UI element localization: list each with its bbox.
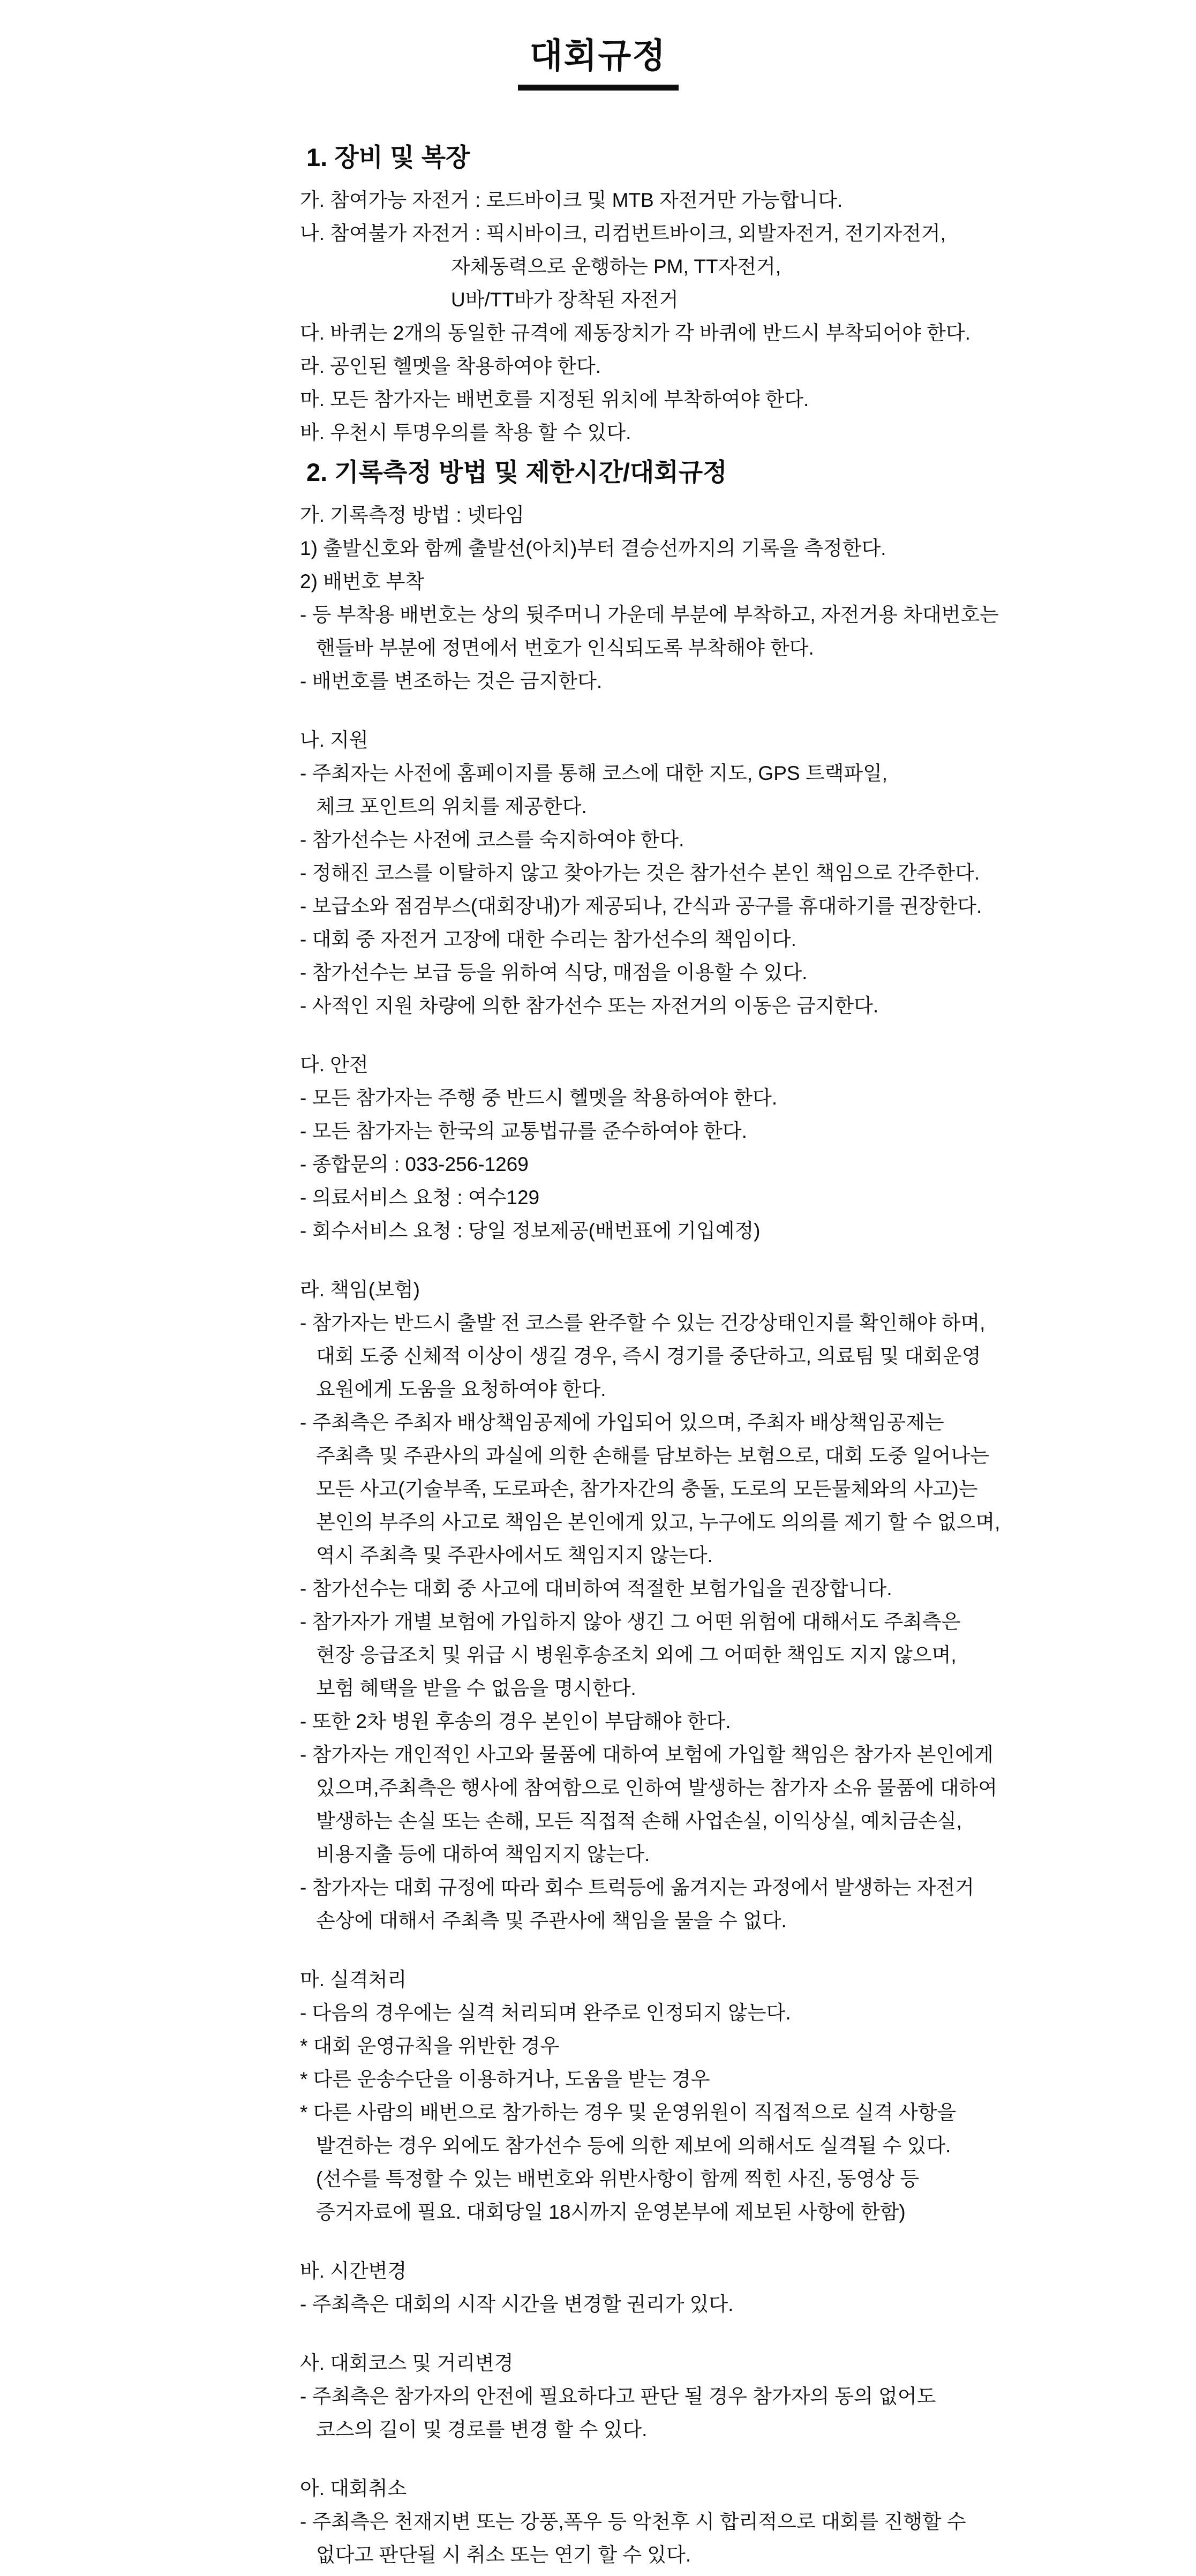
text-line: 라. 책임(보험) (300, 1279, 420, 1301)
text-line: * 다른 사람의 배번으로 참가하는 경우 및 운영위원이 직접적으로 실격 사항을 (300, 2101, 957, 2123)
text-line: 가. 참여가능 자전거 : 로드바이크 및 MTB 자전거만 가능합니다. (300, 189, 843, 211)
text-line: 현장 응급조치 및 위급 시 병원후송조치 외에 그 어떠한 책임도 지지 않으며, (316, 1644, 957, 1666)
text-line: 역시 주최측 및 주관사에서도 책임지지 않는다. (316, 1544, 713, 1566)
text-line: - 종합문의 : 033-256-1269 (300, 1153, 529, 1175)
text-line: - 배번호를 변조하는 것은 금지한다. (300, 670, 603, 692)
section-heading: 1. 장비 및 복장 (306, 143, 470, 171)
text-line: 바. 시간변경 (300, 2260, 407, 2282)
text-line: - 회수서비스 요청 : 당일 정보제공(배번표에 기입예정) (300, 1220, 761, 1242)
text-line: - 주최측은 대회의 시작 시간을 변경할 권리가 있다. (300, 2293, 734, 2315)
rule-group (0, 2255, 1196, 2321)
text-line: 1) 출발신호와 함께 출발선(아치)부터 결승선까지의 기록을 측정한다. (300, 537, 886, 559)
section (0, 453, 1196, 2572)
page-title: 대회규정 (529, 36, 667, 75)
text-line: 주최측 및 주관사의 과실에 의한 손해를 담보하는 보험으로, 대회 도중 일어나는 (316, 1445, 989, 1467)
rule-group (0, 724, 1196, 1023)
rule-group (0, 499, 1196, 698)
text-line: U바/TT바가 장착된 자전거 (451, 289, 679, 311)
text-line: 사. 대회코스 및 거리변경 (300, 2352, 514, 2374)
text-line: 핸들바 부분에 정면에서 번호가 인식되도록 부착해야 한다. (316, 637, 814, 659)
rule-group (0, 2347, 1196, 2446)
text-line: - 참가자는 반드시 출발 전 코스를 완주할 수 있는 건강상태인지를 확인해야 하며, (300, 1312, 986, 1334)
text-line: 마. 모든 참가자는 배번호를 지정된 위치에 부착하여야 한다. (300, 388, 809, 410)
text-line: - 보급소와 점검부스(대회장내)가 제공되나, 간식과 공구를 휴대하기를 권장한다. (300, 895, 982, 917)
text-line: - 참가자가 개별 보험에 가입하지 않아 생긴 그 어떤 위험에 대해서도 주최측은 (300, 1611, 961, 1633)
text-line: 2) 배번호 부착 (300, 570, 425, 592)
text-line: 마. 실격처리 (300, 1969, 407, 1991)
text-line: 발견하는 경우 외에도 참가선수 등에 의한 제보에 의해서도 실격될 수 있다. (316, 2135, 951, 2157)
section (0, 138, 1196, 449)
text-line: 나. 참여불가 자전거 : 픽시바이크, 리컴번트바이크, 외발자전거, 전기자전거, (300, 222, 946, 244)
text-line: - 모든 참가자는 한국의 교통법규를 준수하여야 한다. (300, 1120, 747, 1142)
text-line: 바. 우천시 투명우의를 착용 할 수 있다. (300, 422, 631, 444)
text-line: 아. 대회취소 (300, 2477, 407, 2499)
text-line: - 모든 참가자는 주행 중 반드시 헬멧을 착용하여야 한다. (300, 1087, 778, 1109)
text-line: 증거자료에 필요. 대회당일 18시까지 운영본부에 제보된 사항에 한함) (316, 2201, 906, 2223)
text-line: * 다른 운송수단을 이용하거나, 도움을 받는 경우 (300, 2068, 710, 2090)
text-line: - 다음의 경우에는 실격 처리되며 완주로 인정되지 않는다. (300, 2002, 791, 2024)
text-line: 나. 지원 (300, 729, 368, 751)
text-line: - 주최측은 천재지변 또는 강풍,폭우 등 악천후 시 합리적으로 대회를 진행할 수 (300, 2511, 966, 2533)
text-line: - 사적인 지원 차량에 의한 참가선수 또는 자전거의 이동은 금지한다. (300, 995, 879, 1017)
text-line: 비용지출 등에 대하여 책임지지 않는다. (316, 1843, 650, 1865)
text-line: 발생하는 손실 또는 손해, 모든 직접적 손해 사업손실, 이익상실, 예치금손실, (316, 1810, 962, 1832)
rule-group (0, 1963, 1196, 2229)
text-line: (선수를 특정할 수 있는 배번호와 위반사항이 함께 찍힌 사진, 동영상 등 (316, 2168, 920, 2190)
text-line: - 또한 2차 병원 후송의 경우 본인이 부담해야 한다. (300, 1710, 731, 1732)
text-line: - 참가선수는 사전에 코스를 숙지하여야 한다. (300, 829, 684, 851)
text-line: - 등 부착용 배번호는 상의 뒷주머니 가운데 부분에 부착하고, 자전거용 차대번호는 (300, 604, 999, 626)
text-line: 체크 포인트의 위치를 제공한다. (316, 795, 587, 817)
rule-group (0, 1048, 1196, 1248)
text-line: 다. 안전 (300, 1054, 368, 1076)
text-line: - 참가선수는 대회 중 사고에 대비하여 적절한 보험가입을 권장합니다. (300, 1578, 892, 1599)
text-line: 라. 공인된 헬멧을 착용하여야 한다. (300, 355, 601, 377)
text-line: - 참가자는 개인적인 사고와 물품에 대하여 보험에 가입할 책임은 참가자 본인에게 (300, 1744, 994, 1766)
text-line: 대회 도중 신체적 이상이 생길 경우, 즉시 경기를 중단하고, 의료팀 및 대회운영 (316, 1345, 981, 1367)
text-line: - 의료서비스 요청 : 여수129 (300, 1186, 540, 1208)
text-line: 있으며,주최측은 행사에 참여함으로 인하여 발생하는 참가자 소유 물품에 대하여 (316, 1777, 998, 1799)
text-line: 없다고 판단될 시 취소 또는 연기 할 수 있다. (316, 2544, 691, 2566)
text-line: 본인의 부주의 사고로 책임은 본인에게 있고, 누구에도 의의를 제기 할 수 없으며, (316, 1511, 1001, 1533)
text-line: 가. 기록측정 방법 : 넷타임 (300, 504, 525, 526)
text-line: - 주최측은 주최자 배상책임공제에 가입되어 있으며, 주최자 배상책임공제는 (300, 1411, 944, 1433)
text-line: - 대회 중 자전거 고장에 대한 수리는 참가선수의 책임이다. (300, 928, 796, 950)
text-line: - 참가자는 대회 규정에 따라 회수 트럭등에 옮겨지는 과정에서 발생하는 자전거 (300, 1876, 974, 1898)
text-line: 모든 사고(기술부족, 도로파손, 참가자간의 충돌, 도로의 모든물체와의 사고)는 (316, 1478, 978, 1500)
text-line: - 참가선수는 보급 등을 위하여 식당, 매점을 이용할 수 있다. (300, 962, 808, 983)
text-line: - 주최측은 참가자의 안전에 필요하다고 판단 될 경우 참가자의 동의 없어도 (300, 2385, 936, 2407)
text-line: 손상에 대해서 주최측 및 주관사에 책임을 물을 수 없다. (316, 1910, 787, 1932)
text-line: 다. 바퀴는 2개의 동일한 규격에 제동장치가 각 바퀴에 반드시 부착되어야 한다. (300, 322, 971, 344)
text-line: 요원에게 도움을 요청하여야 한다. (316, 1378, 606, 1400)
text-line: 자체동력으로 운행하는 PM, TT자전거, (451, 256, 781, 277)
text-line: 코스의 길이 및 경로를 변경 할 수 있다. (316, 2419, 648, 2440)
text-line: 보험 혜택을 받을 수 없음을 명시한다. (316, 1677, 636, 1699)
title-underline (518, 85, 679, 91)
document-body (0, 138, 1196, 2572)
text-line: - 정해진 코스를 이탈하지 않고 찾아가는 것은 참가선수 본인 책임으로 간주한다. (300, 862, 980, 884)
rule-group (0, 2472, 1196, 2572)
text-line: - 주최자는 사전에 홈페이지를 통해 코스에 대한 지도, GPS 트랙파일, (300, 762, 888, 784)
rule-group (0, 184, 1196, 449)
rule-group (0, 1273, 1196, 1937)
section-heading: 2. 기록측정 방법 및 제한시간/대회규정 (306, 458, 727, 486)
text-line: * 대회 운영규칙을 위반한 경우 (300, 2035, 560, 2057)
